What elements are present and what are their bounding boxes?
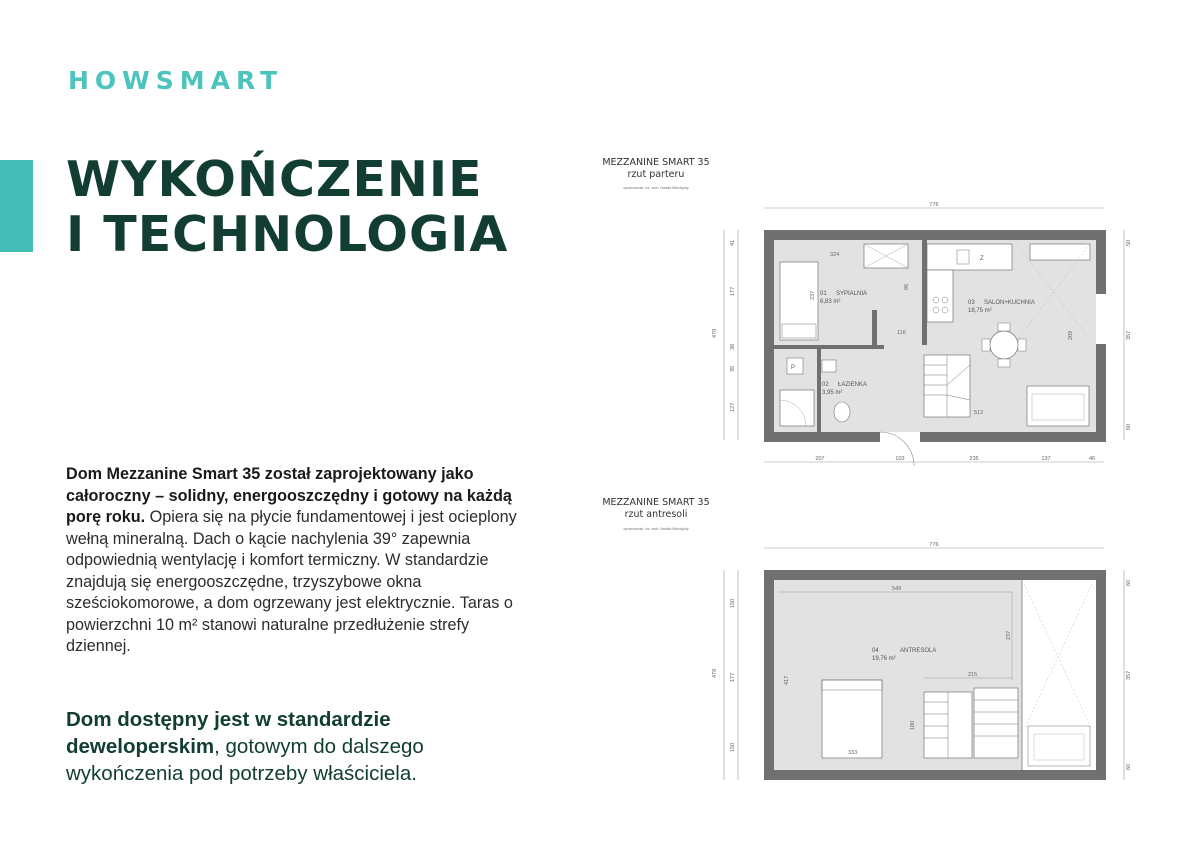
room-04-id: 04 — [872, 648, 879, 654]
ground-left-dim-2: 177 — [730, 286, 736, 296]
title-line-2: I TECHNOLOGIA — [66, 206, 509, 263]
mezzanine-inner-dim-3: 417 — [784, 675, 790, 685]
room-04-name: ANTRESOLA — [900, 648, 937, 654]
mezzanine-inner-dim-4: 215 — [968, 672, 978, 678]
room-02-area: 3,95 m² — [822, 390, 843, 396]
ground-plan-subtitle: rzut parteru — [627, 169, 685, 180]
mezzanine-left-dim-1: 150 — [730, 598, 736, 608]
ground-inner-dim-4: 116 — [897, 330, 906, 336]
ground-bottom-dim-4: 137 — [1041, 456, 1051, 462]
room-01-name: SYPIALNIA — [836, 291, 868, 297]
mezzanine-floor-plan — [712, 540, 1142, 785]
ground-inner-dim-3: 96 — [904, 283, 910, 290]
ground-left-dim-3: 38 — [730, 343, 736, 350]
ground-left-dim-4: 35 — [730, 365, 736, 372]
ground-plan-title: MEZZANINE SMART 35 — [602, 157, 710, 168]
ground-bottom-dim-5: 46 — [1088, 456, 1096, 462]
brand-logo: HOWSMART — [68, 66, 284, 95]
mezzanine-right-dim-2: 357 — [1126, 670, 1132, 680]
room-04-area: 19,76 m² — [872, 656, 896, 662]
page-title — [66, 152, 508, 262]
description-bold: Dom Mezzanine Smart 35 został zaprojektowany jako całoroczny – solidny, energooszczędny i gotowy na każdą porę roku. — [66, 465, 512, 526]
mezzanine-top-dim: 776 — [929, 542, 939, 548]
mezzanine-left-dim-3: 150 — [730, 742, 736, 752]
room-03-id: 03 — [968, 300, 975, 306]
mezzanine-inner-dim-6: 333 — [848, 750, 858, 756]
highlight-paragraph — [66, 706, 536, 787]
mezzanine-inner-dim-1: 549 — [892, 586, 902, 592]
mezzanine-inner-dim-5: 180 — [910, 720, 916, 730]
ground-floor-plan — [712, 200, 1142, 470]
ground-inner-dim-2: 237 — [810, 290, 816, 300]
ground-right-dim-1: 50 — [1126, 239, 1132, 246]
room-02-name: ŁAZIENKA — [838, 382, 868, 388]
ground-inner-dim-5: 512 — [974, 410, 984, 416]
description-text: Opiera się na płycie fundamentowej i jest ocieplony wełną mineralną. Dach o kącie nachylenia 39° zapewnia odpowiednią wentylację i komfort termiczny. W standardzie znajdują się energooszczędne, trzyszybowe okna sześciokomorowe, a dom ogrzewany jest elektrycznie. Taras o powierzchni 10 m² stanowi naturalne przedłużenie strefy dziennej. — [66, 508, 517, 655]
ground-left-total: 478 — [712, 328, 718, 338]
ground-plan-note: opracowanie: inż. arch. Natalia Bielskyisty — [623, 186, 689, 190]
highlight-bold-2: deweloperskim — [66, 735, 215, 758]
highlight-bold-1: Dom dostępny jest w standardzie — [66, 708, 391, 731]
mezzanine-left-total: 478 — [712, 668, 718, 678]
mezzanine-plan-label — [586, 497, 726, 521]
accent-bar — [0, 160, 33, 252]
room-01-area: 6,83 m² — [820, 299, 841, 305]
mezzanine-right-dim-1: 60 — [1126, 579, 1132, 586]
title-line-1: WYKOŃCZENIE — [66, 151, 483, 208]
ground-bottom-dim-1: 207 — [815, 456, 825, 462]
mezzanine-inner-dim-2: 237 — [1006, 630, 1012, 640]
ground-left-dim-1: 41 — [730, 239, 736, 246]
fridge-label: Z — [980, 256, 984, 262]
room-02-id: 02 — [822, 382, 829, 388]
room-01-id: 01 — [820, 291, 827, 297]
mezzanine-left-dim-2: 177 — [730, 672, 736, 682]
mezzanine-plan-subtitle: rzut antresoli — [624, 509, 688, 520]
ground-inner-dim-1: 324 — [830, 252, 840, 258]
ground-top-dim: 776 — [929, 202, 939, 208]
ground-inner-dim-6: 209 — [1068, 330, 1074, 340]
mezzanine-plan-title: MEZZANINE SMART 35 — [602, 497, 710, 508]
ground-left-dim-5: 127 — [730, 402, 736, 412]
ground-plan-label — [586, 157, 726, 181]
ground-bottom-dim-3: 235 — [969, 456, 979, 462]
ground-right-dim-3: 60 — [1126, 423, 1132, 430]
ground-bottom-dim-2: 103 — [895, 456, 905, 462]
room-03-name: SALON+KUCHNIA — [984, 300, 1035, 306]
room-03-area: 18,75 m² — [968, 308, 992, 314]
washer-label: P — [791, 365, 796, 371]
mezzanine-plan-note: opracowanie: inż. arch. Natalia Bielskyisty — [623, 527, 689, 531]
description-paragraph — [66, 464, 536, 658]
ground-right-dim-2: 357 — [1126, 330, 1132, 340]
highlight-text: , gotowym do dalszego wykończenia pod potrzeby właściciela. — [66, 735, 424, 785]
mezzanine-right-dim-3: 60 — [1126, 763, 1132, 770]
